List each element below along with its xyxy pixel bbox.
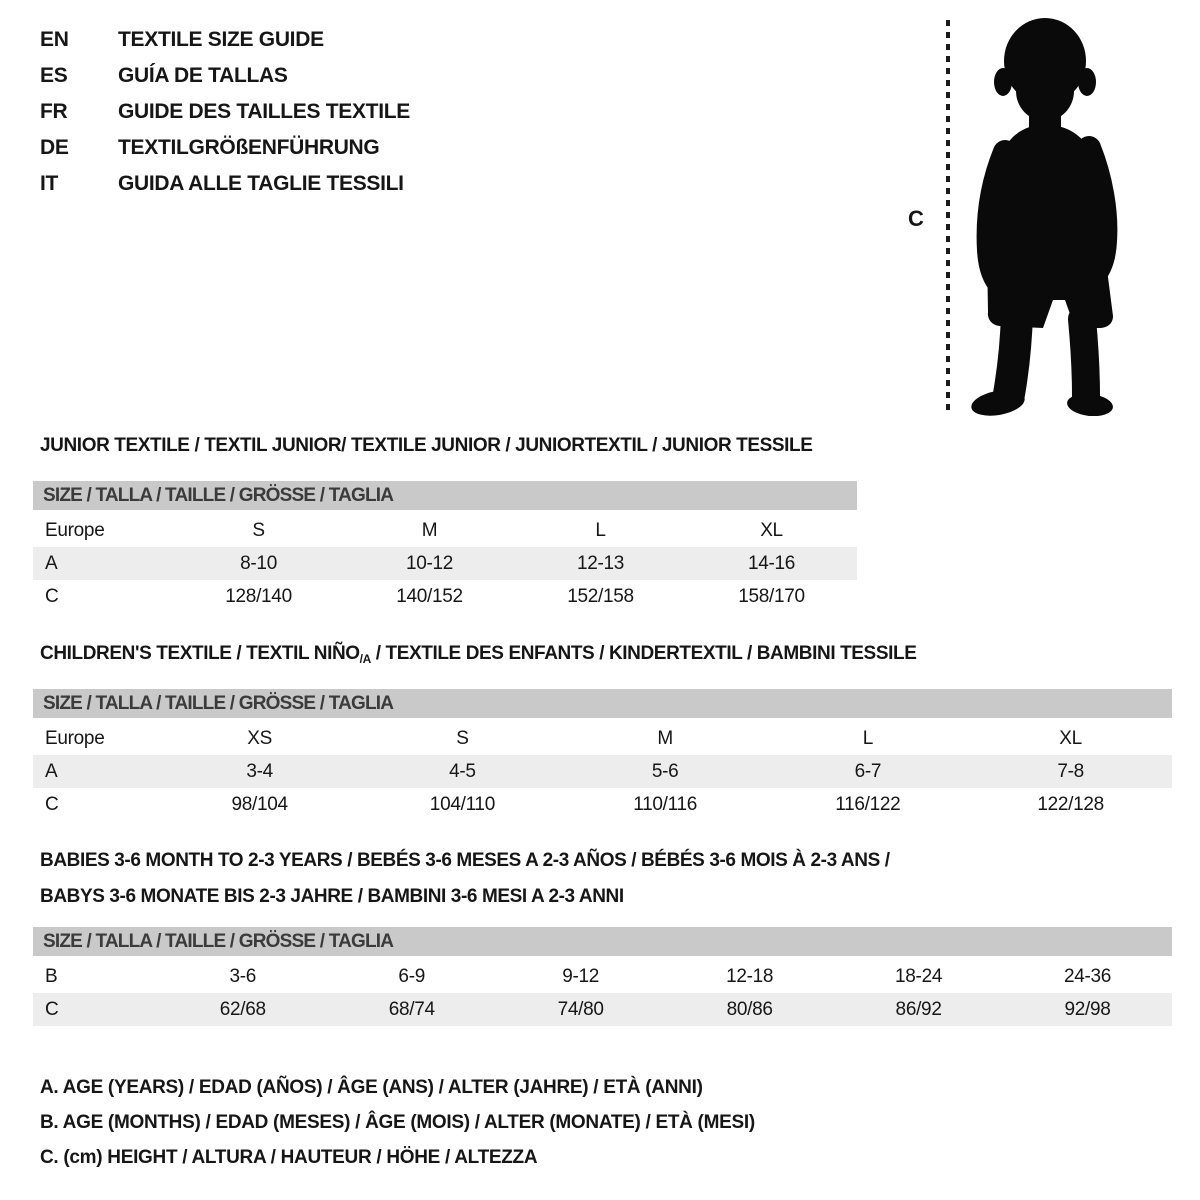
babies-section-title <box>40 843 890 915</box>
table-cell: 152/158 <box>567 585 634 607</box>
babies-size-table <box>33 927 1172 1026</box>
table-cell: L <box>862 727 874 749</box>
lang-row-fr <box>40 100 410 123</box>
lang-title: GUÍA DE TALLAS <box>118 64 288 87</box>
measurement-legend <box>40 1070 755 1175</box>
table-cell: 74/80 <box>557 998 604 1020</box>
table-cell: M <box>657 727 673 749</box>
row-label: A <box>45 760 58 782</box>
row-label: Europe <box>45 727 105 749</box>
lang-title: TEXTILE SIZE GUIDE <box>118 28 324 51</box>
table-cell: 128/140 <box>225 585 292 607</box>
table-cell: 9-12 <box>562 965 600 987</box>
lang-code: FR <box>40 100 68 123</box>
row-label: C <box>45 998 59 1020</box>
table-cell: L <box>595 519 606 541</box>
babies-title-line1: BABIES 3-6 MONTH TO 2-3 YEARS / BEBÉS 3-6 MESES A 2-3 AÑOS / BÉBÉS 3-6 MOIS À 2-3 ANS / <box>40 850 890 871</box>
table-cell: 7-8 <box>1057 760 1084 782</box>
table-cell: 8-10 <box>240 552 277 574</box>
lang-code: DE <box>40 136 69 159</box>
lang-row-en <box>40 28 410 51</box>
row-label: B <box>45 965 58 987</box>
table-cell: XL <box>1059 727 1082 749</box>
toddler-silhouette-image <box>967 16 1132 416</box>
lang-code: EN <box>40 28 69 51</box>
table-row-europe <box>33 514 857 547</box>
height-measure-label: C <box>908 206 924 231</box>
size-header-bar: SIZE / TALLA / TAILLE / GRÖSSE / TAGLIA <box>33 927 1172 956</box>
lang-title: GUIDE DES TAILLES TEXTILE <box>118 100 410 123</box>
size-header-bar: SIZE / TALLA / TAILLE / GRÖSSE / TAGLIA <box>33 481 857 510</box>
junior-size-table <box>33 481 857 613</box>
row-label: A <box>45 552 58 574</box>
table-cell: 12-13 <box>576 552 625 574</box>
table-cell: 86/92 <box>895 998 942 1020</box>
table-cell: 116/122 <box>835 793 901 815</box>
table-cell: 24-36 <box>1063 965 1112 987</box>
table-cell: 80/86 <box>726 998 773 1020</box>
children-section-title <box>40 642 916 671</box>
table-cell: 3-6 <box>229 965 257 987</box>
table-cell: XL <box>760 519 783 541</box>
table-cell: 3-4 <box>246 760 273 782</box>
table-cell: 122/128 <box>1037 793 1104 815</box>
table-cell: 10-12 <box>405 552 454 574</box>
legend-line-b: B. AGE (MONTHS) / EDAD (MESES) / ÂGE (MOIS) / ALTER (MONATE) / ETÀ (MESI) <box>40 1112 755 1133</box>
size-header-bar: SIZE / TALLA / TAILLE / GRÖSSE / TAGLIA <box>33 689 1172 718</box>
table-cell: S <box>252 519 265 541</box>
children-size-table <box>33 689 1172 821</box>
lang-row-it <box>40 172 410 195</box>
table-cell: 6-9 <box>398 965 425 987</box>
lang-row-es <box>40 64 410 87</box>
table-cell: M <box>421 519 438 541</box>
table-row-height <box>33 580 857 613</box>
table-cell: 18-24 <box>895 965 943 987</box>
table-cell: 62/68 <box>219 998 266 1020</box>
table-row-months <box>33 960 1172 993</box>
lang-title: TEXTILGRÖßENFÜHRUNG <box>118 136 380 159</box>
junior-section-title: JUNIOR TEXTILE / TEXTIL JUNIOR/ TEXTILE JUNIOR / JUNIORTEXTIL / JUNIOR TESSILE <box>40 435 813 456</box>
lang-code: ES <box>40 64 68 87</box>
height-measure-dashed-line <box>946 20 950 416</box>
legend-line-c: C. (cm) HEIGHT / ALTURA / HAUTEUR / HÖHE / ALTEZZA <box>40 1147 538 1168</box>
lang-title: GUIDA ALLE TAGLIE TESSILI <box>118 172 404 195</box>
children-title-suffix: / TEXTILE DES ENFANTS / KINDERTEXTIL / BAMBINI TESSILE <box>370 643 917 664</box>
table-cell: 104/110 <box>429 793 495 815</box>
table-cell: XS <box>247 727 273 749</box>
table-row-height <box>33 788 1172 821</box>
row-label: C <box>45 585 59 607</box>
table-cell: 68/74 <box>388 998 435 1020</box>
table-row-age <box>33 547 857 580</box>
legend-line-a: A. AGE (YEARS) / EDAD (AÑOS) / ÂGE (ANS) / ALTER (JAHRE) / ETÀ (ANNI) <box>40 1077 703 1098</box>
table-cell: 4-5 <box>449 760 476 782</box>
row-label: Europe <box>45 519 105 541</box>
table-cell: 92/98 <box>1064 998 1111 1020</box>
table-cell: S <box>456 727 469 749</box>
children-title-sub: /A <box>359 652 371 666</box>
row-label: C <box>45 793 59 815</box>
language-title-block <box>40 28 410 208</box>
babies-title-line2: BABYS 3-6 MONATE BIS 2-3 JAHRE / BAMBINI 3-6 MESI A 2-3 ANNI <box>40 886 624 907</box>
table-row-height <box>33 993 1172 1026</box>
table-cell: 98/104 <box>231 793 288 815</box>
lang-code: IT <box>40 172 59 195</box>
table-cell: 14-16 <box>747 552 796 574</box>
table-row-europe <box>33 722 1172 755</box>
table-cell: 110/116 <box>633 793 698 815</box>
table-cell: 12-18 <box>726 965 774 987</box>
table-cell: 5-6 <box>651 760 679 782</box>
lang-row-de <box>40 136 410 159</box>
children-title-prefix: CHILDREN'S TEXTILE / TEXTIL NIÑO <box>40 643 360 664</box>
table-cell: 158/170 <box>738 585 805 607</box>
table-row-age <box>33 755 1172 788</box>
table-cell: 140/152 <box>396 585 463 607</box>
table-cell: 6-7 <box>854 760 882 782</box>
